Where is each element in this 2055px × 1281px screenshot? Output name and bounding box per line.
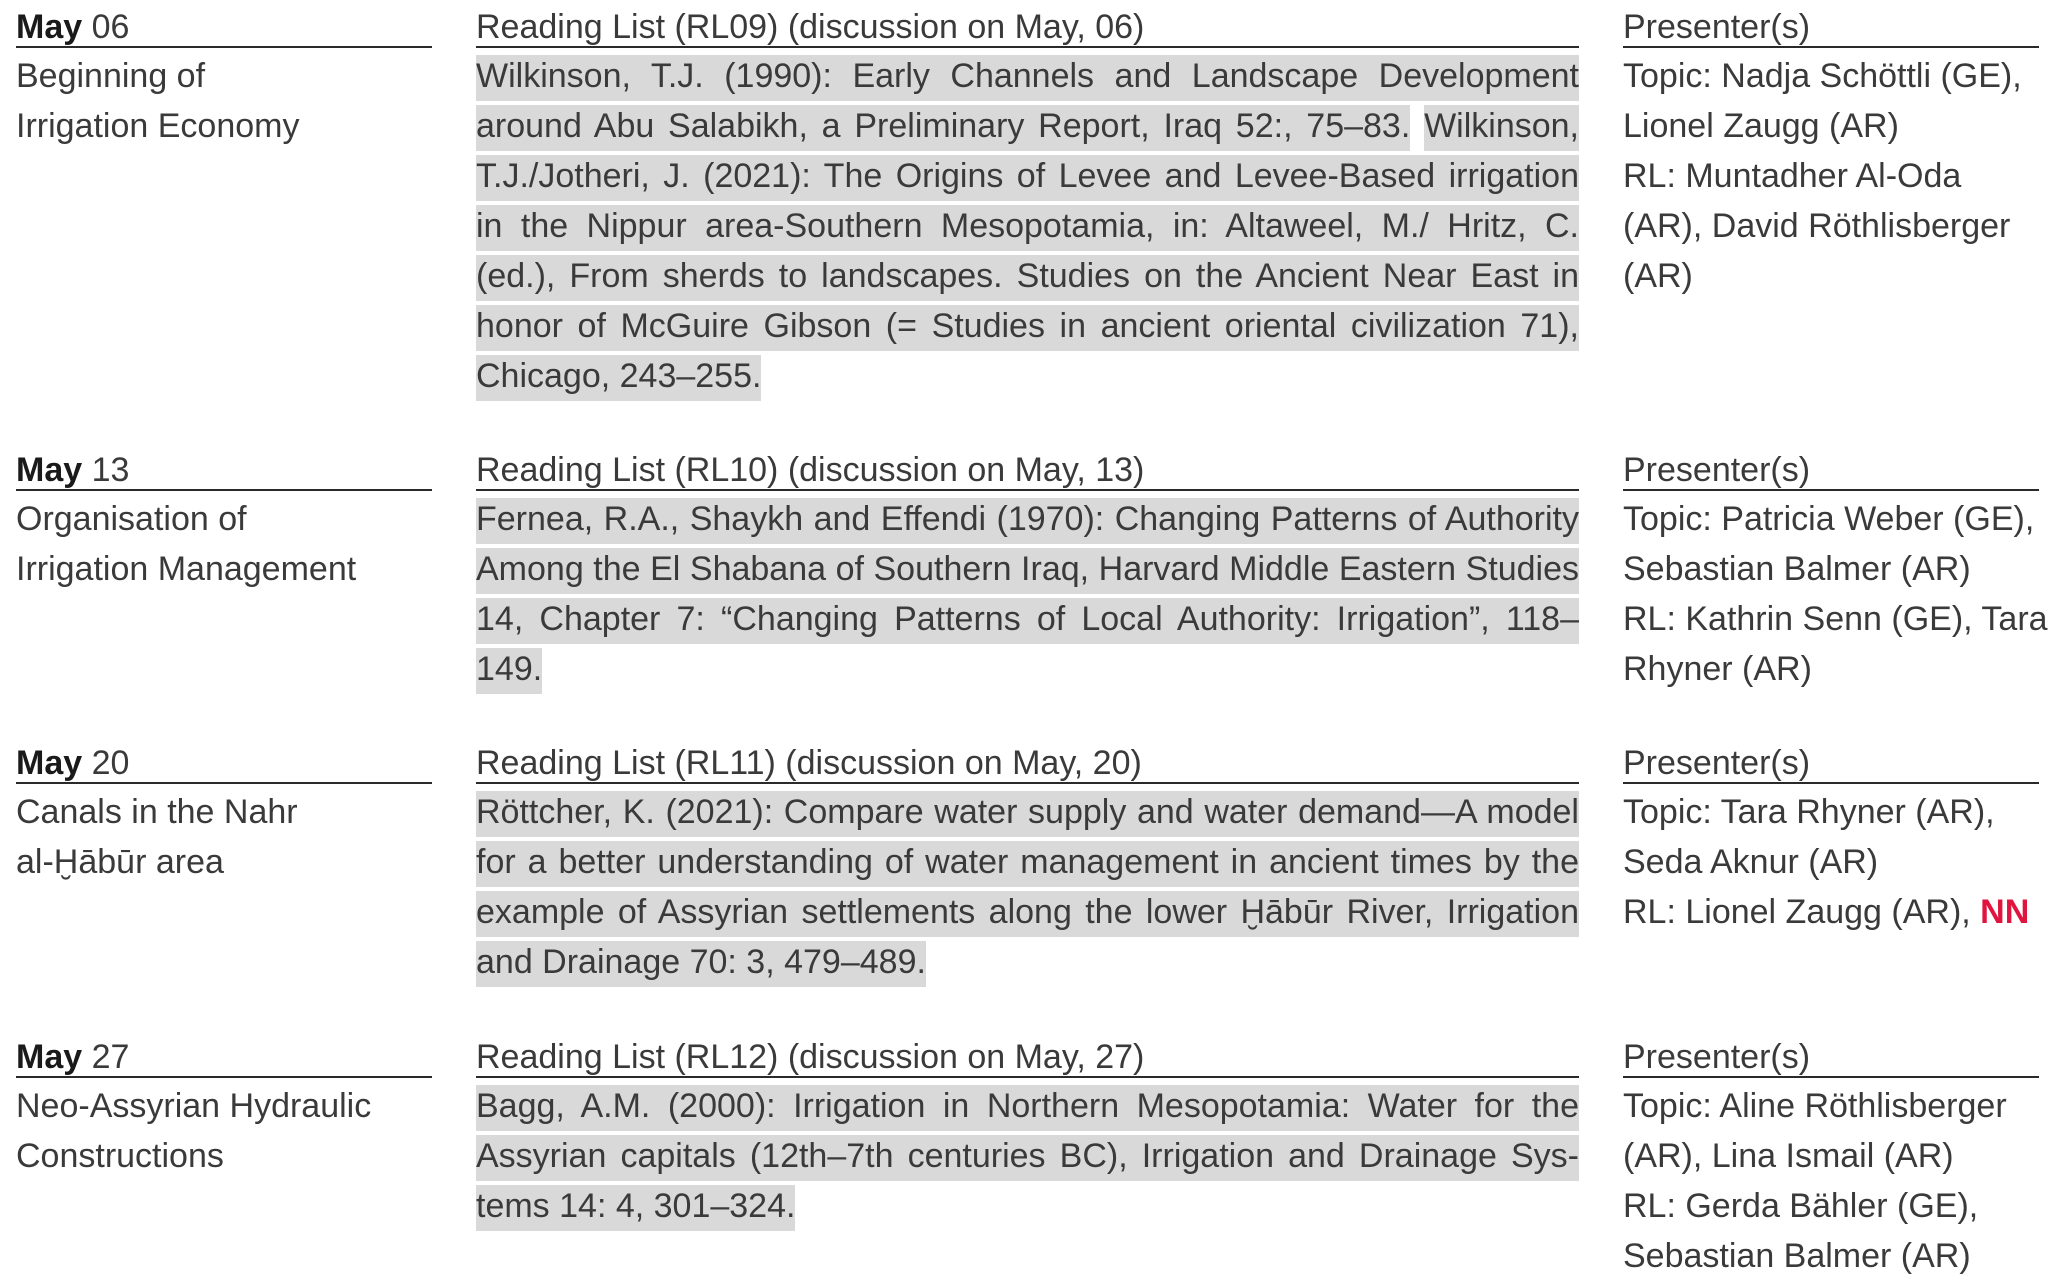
session-date: May 06 (16, 8, 432, 48)
presenter-line: Topic: Aline Röthlisberger (1623, 1087, 2007, 1125)
session-topic (16, 51, 432, 151)
reading-list-references (476, 1081, 1579, 1231)
reading-list-column (476, 1038, 1579, 1231)
reading-list-header: Reading List (RL11) (discussion on May, 20) (476, 744, 1579, 784)
date-topic-column (16, 744, 432, 887)
reading-list-references (476, 494, 1579, 694)
reading-list-column (476, 8, 1579, 401)
presenter-line: RL: Muntadher Al-Oda (1623, 157, 1962, 195)
reference: Röttcher, K. (2021): Compare water supply and water demand—A model for a better understanding of water management in ancient times by the example of Assyrian settlements along the lower Ḫābūr River, Irrigation and Drainage 70: 3, 479–489. (476, 791, 1579, 987)
topic-line: Organisation of (16, 500, 247, 538)
presenters-list (1623, 787, 2039, 937)
reading-list-header: Reading List (RL10) (discussion on May, 13) (476, 451, 1579, 491)
presenter-line: RL: Lionel Zaugg (AR), NN (1623, 893, 2030, 931)
reading-list-header: Reading List (RL12) (discussion on May, 27) (476, 1038, 1579, 1078)
topic-line: Irrigation Economy (16, 107, 300, 145)
presenter-line: Rhyner (AR) (1623, 650, 1812, 688)
reference: Fernea, R.A., Shaykh and Effendi (1970): Changing Patterns of Authority Among the El Shabana of Southern Iraq, Harvard Middle Eastern Studies 14, Chapter 7: “Changing Patterns of Local Authority: Irrigation”, 118–149. (476, 498, 1579, 694)
topic-line: Irrigation Management (16, 550, 357, 588)
date-topic-column (16, 8, 432, 151)
presenters-header: Presenter(s) (1623, 744, 2039, 784)
reading-list-column (476, 744, 1579, 987)
topic-line: Beginning of (16, 57, 206, 95)
reference: Wilkinson, T.J./Jotheri, J. (2021): The Origins of Levee and Levee-Based irrigation in the Nippur area-Southern Mesopotamia, in: Altaweel, M./ Hritz, C. (ed.), From sherds to landscapes. Studies on the Ancient Near East in honor of McGuire Gibson (= Studies in ancient oriental civilization 71), Chicago, 243–255. (476, 105, 1579, 401)
session-topic (16, 787, 432, 887)
reference: Bagg, A.M. (2000): Irrigation in Northern Mesopotamia: Water for the Assyrian capitals (12th–7th centuries BC), Irrigation and Drainage Systems 14: 4, 301–324. (476, 1085, 1579, 1231)
reading-list-header: Reading List (RL09) (discussion on May, 06) (476, 8, 1579, 48)
presenters-list (1623, 1081, 2039, 1281)
presenter-line: (AR), David Röthlisberger (1623, 207, 2011, 245)
reading-list-references (476, 787, 1579, 987)
presenter-line: RL: Gerda Bähler (GE), (1623, 1187, 1979, 1225)
presenters-column (1623, 744, 2039, 937)
presenters-list (1623, 494, 2048, 694)
presenter-line: (AR), Lina Ismail (AR) (1623, 1137, 1954, 1175)
reading-list-references (476, 51, 1579, 401)
session-date: May 27 (16, 1038, 432, 1078)
reference: Wilkinson, T.J. (1990): Early Channels and Landscape Development around Abu Salabikh, a Preliminary Report, Iraq 52:, 75–83. (476, 55, 1579, 151)
presenters-column (1623, 8, 2039, 301)
presenters-column (1623, 451, 2048, 694)
presenters-column (1623, 1038, 2039, 1281)
presenter-line: Topic: Tara Rhyner (AR), (1623, 793, 1995, 831)
session-topic (16, 1081, 432, 1181)
presenter-line: Seda Aknur (AR) (1623, 843, 1879, 881)
presenter-line: Topic: Nadja Schöttli (GE), (1623, 57, 2022, 95)
presenter-line: Sebastian Balmer (AR) (1623, 1237, 1971, 1275)
presenters-list (1623, 51, 2039, 301)
presenters-header: Presenter(s) (1623, 451, 2039, 491)
presenters-header: Presenter(s) (1623, 1038, 2039, 1078)
presenter-line: Topic: Patricia Weber (GE), (1623, 500, 2035, 538)
unassigned-presenter-highlight: NN (1980, 893, 2030, 931)
session-date: May 20 (16, 744, 432, 784)
date-topic-column (16, 451, 432, 594)
session-date: May 13 (16, 451, 432, 491)
presenter-line: Lionel Zaugg (AR) (1623, 107, 1899, 145)
topic-line: Neo-Assyrian Hydraulic (16, 1087, 372, 1125)
topic-line: al-Ḫābūr area (16, 843, 224, 881)
presenter-line: RL: Kathrin Senn (GE), Tara (1623, 600, 2048, 638)
reading-list-column (476, 451, 1579, 694)
presenter-line: Sebastian Balmer (AR) (1623, 550, 1971, 588)
topic-line: Constructions (16, 1137, 224, 1175)
presenter-line: (AR) (1623, 257, 1693, 295)
presenters-header: Presenter(s) (1623, 8, 2039, 48)
topic-line: Canals in the Nahr (16, 793, 298, 831)
date-topic-column (16, 1038, 432, 1181)
session-topic (16, 494, 432, 594)
